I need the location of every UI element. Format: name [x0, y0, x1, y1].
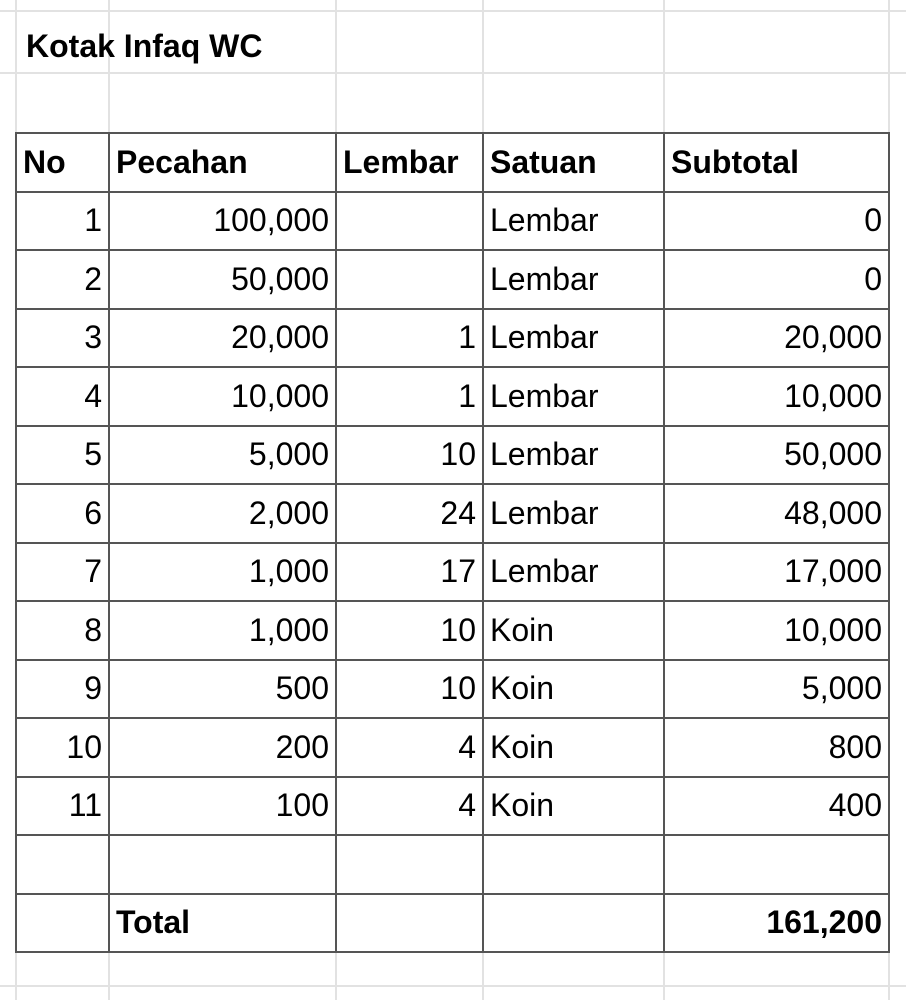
cell-no[interactable]: 3	[16, 309, 109, 368]
table-row	[16, 484, 889, 543]
cell-lembar[interactable]: 24	[336, 484, 483, 543]
cell-satuan[interactable]: Koin	[483, 718, 664, 777]
header-satuan[interactable]: Satuan	[483, 133, 664, 192]
cell-lembar[interactable]: 17	[336, 543, 483, 602]
cell-satuan[interactable]: Lembar	[483, 192, 664, 251]
empty-cell[interactable]	[16, 894, 109, 953]
gridline	[0, 10, 906, 12]
table-row	[16, 660, 889, 719]
empty-cell[interactable]	[16, 835, 109, 894]
table-row	[16, 601, 889, 660]
cell-subtotal[interactable]: 10,000	[664, 367, 889, 426]
header-pecahan[interactable]: Pecahan	[109, 133, 336, 192]
cell-pecahan[interactable]: 20,000	[109, 309, 336, 368]
cell-pecahan[interactable]: 10,000	[109, 367, 336, 426]
cell-no[interactable]: 10	[16, 718, 109, 777]
cell-no[interactable]: 9	[16, 660, 109, 719]
cell-satuan[interactable]: Koin	[483, 660, 664, 719]
cell-lembar[interactable]: 10	[336, 426, 483, 485]
cell-lembar[interactable]	[336, 250, 483, 309]
cell-no[interactable]: 11	[16, 777, 109, 836]
cell-pecahan[interactable]: 50,000	[109, 250, 336, 309]
cell-no[interactable]: 2	[16, 250, 109, 309]
header-row	[16, 133, 889, 192]
cell-pecahan[interactable]: 100	[109, 777, 336, 836]
cell-subtotal[interactable]: 17,000	[664, 543, 889, 602]
cell-subtotal[interactable]: 50,000	[664, 426, 889, 485]
cell-satuan[interactable]: Koin	[483, 601, 664, 660]
cell-pecahan[interactable]: 5,000	[109, 426, 336, 485]
sheet-title[interactable]: Kotak Infaq WC	[26, 28, 263, 64]
cell-lembar[interactable]: 1	[336, 309, 483, 368]
cell-subtotal[interactable]: 400	[664, 777, 889, 836]
cell-satuan[interactable]: Lembar	[483, 484, 664, 543]
cell-lembar[interactable]: 4	[336, 777, 483, 836]
table-row	[16, 777, 889, 836]
cell-satuan[interactable]: Lembar	[483, 367, 664, 426]
cell-lembar[interactable]: 4	[336, 718, 483, 777]
cell-no[interactable]: 4	[16, 367, 109, 426]
empty-cell[interactable]	[336, 894, 483, 953]
header-subtotal[interactable]: Subtotal	[664, 133, 889, 192]
empty-cell[interactable]	[483, 894, 664, 953]
gridline	[0, 985, 906, 987]
cell-lembar[interactable]: 10	[336, 601, 483, 660]
cell-pecahan[interactable]: 1,000	[109, 601, 336, 660]
cell-no[interactable]: 5	[16, 426, 109, 485]
cell-subtotal[interactable]: 20,000	[664, 309, 889, 368]
cell-pecahan[interactable]: 1,000	[109, 543, 336, 602]
cell-no[interactable]: 1	[16, 192, 109, 251]
table-row	[16, 309, 889, 368]
total-row	[16, 894, 889, 953]
empty-cell[interactable]	[109, 835, 336, 894]
cell-satuan[interactable]: Koin	[483, 777, 664, 836]
cell-subtotal[interactable]: 800	[664, 718, 889, 777]
cell-lembar[interactable]: 1	[336, 367, 483, 426]
cell-no[interactable]: 6	[16, 484, 109, 543]
cell-pecahan[interactable]: 200	[109, 718, 336, 777]
cell-subtotal[interactable]: 5,000	[664, 660, 889, 719]
cell-subtotal[interactable]: 10,000	[664, 601, 889, 660]
table-row	[16, 718, 889, 777]
table-row	[16, 367, 889, 426]
header-lembar[interactable]: Lembar	[336, 133, 483, 192]
header-no[interactable]: No	[16, 133, 109, 192]
cell-no[interactable]: 8	[16, 601, 109, 660]
empty-cell[interactable]	[336, 835, 483, 894]
table-row	[16, 250, 889, 309]
gridline	[0, 72, 906, 74]
cell-pecahan[interactable]: 2,000	[109, 484, 336, 543]
cell-satuan[interactable]: Lembar	[483, 309, 664, 368]
table-row	[16, 543, 889, 602]
cell-subtotal[interactable]: 0	[664, 192, 889, 251]
cell-satuan[interactable]: Lembar	[483, 250, 664, 309]
cell-lembar[interactable]	[336, 192, 483, 251]
total-value[interactable]: 161,200	[664, 894, 889, 953]
cell-pecahan[interactable]: 100,000	[109, 192, 336, 251]
cell-subtotal[interactable]: 48,000	[664, 484, 889, 543]
cell-subtotal[interactable]: 0	[664, 250, 889, 309]
table-row	[16, 426, 889, 485]
cell-satuan[interactable]: Lembar	[483, 543, 664, 602]
empty-cell[interactable]	[483, 835, 664, 894]
total-label[interactable]: Total	[109, 894, 336, 953]
cell-lembar[interactable]: 10	[336, 660, 483, 719]
cell-satuan[interactable]: Lembar	[483, 426, 664, 485]
cell-pecahan[interactable]: 500	[109, 660, 336, 719]
cell-no[interactable]: 7	[16, 543, 109, 602]
empty-cell[interactable]	[664, 835, 889, 894]
table-row	[16, 192, 889, 251]
empty-row	[16, 835, 889, 894]
denomination-table	[15, 132, 890, 953]
